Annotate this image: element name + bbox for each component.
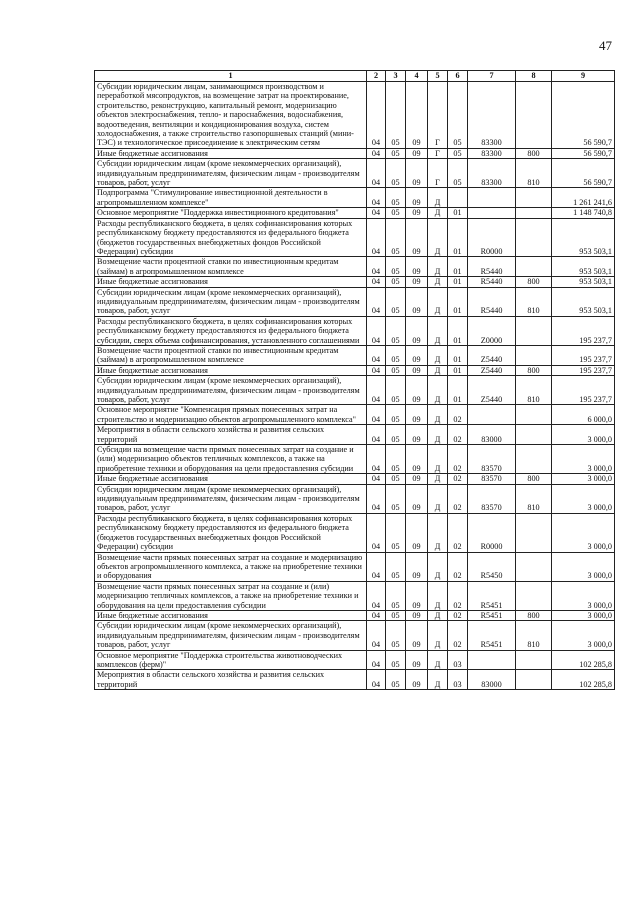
row-code-4: 09 xyxy=(406,621,428,650)
row-code-7: R5450 xyxy=(468,552,516,581)
row-code-7: 83570 xyxy=(468,484,516,513)
row-code-4: 09 xyxy=(406,287,428,316)
row-code-4: 09 xyxy=(406,218,428,257)
row-code-5: Д xyxy=(428,345,448,365)
row-code-8: 800 xyxy=(516,474,552,484)
row-amount: 195 237,7 xyxy=(552,316,615,345)
row-code-6: 02 xyxy=(448,610,468,620)
row-code-5: Д xyxy=(428,670,448,690)
row-code-3: 05 xyxy=(386,257,406,277)
row-amount: 3 000,0 xyxy=(552,581,615,610)
table-row xyxy=(95,257,615,277)
row-code-5: Д xyxy=(428,287,448,316)
row-name: Мероприятия в области сельского хозяйства и развития сельских территорий xyxy=(95,425,367,445)
row-code-2: 04 xyxy=(367,257,386,277)
table-row xyxy=(95,610,615,620)
row-code-3: 05 xyxy=(386,316,406,345)
row-code-3: 05 xyxy=(386,82,406,149)
row-code-4: 09 xyxy=(406,188,428,208)
row-code-5: Г xyxy=(428,159,448,188)
row-code-8 xyxy=(516,650,552,670)
row-code-4: 09 xyxy=(406,474,428,484)
row-name: Иные бюджетные ассигнования xyxy=(95,148,367,158)
row-amount: 953 503,1 xyxy=(552,218,615,257)
row-code-6: 02 xyxy=(448,581,468,610)
row-code-8: 810 xyxy=(516,287,552,316)
row-code-2: 04 xyxy=(367,405,386,425)
column-header: 6 xyxy=(448,71,468,82)
row-code-6 xyxy=(448,188,468,208)
column-header: 2 xyxy=(367,71,386,82)
row-amount: 1 148 740,8 xyxy=(552,208,615,218)
row-code-4: 09 xyxy=(406,650,428,670)
row-name: Основное мероприятие "Компенсация прямых понесенных затрат на строительство и модернизацию объектов агропромышленного комплекса" xyxy=(95,405,367,425)
row-code-6: 02 xyxy=(448,474,468,484)
row-code-6: 01 xyxy=(448,345,468,365)
row-code-3: 05 xyxy=(386,188,406,208)
row-code-2: 04 xyxy=(367,376,386,405)
row-name: Иные бюджетные ассигнования xyxy=(95,474,367,484)
row-code-3: 05 xyxy=(386,650,406,670)
row-code-4: 09 xyxy=(406,513,428,552)
row-code-8 xyxy=(516,316,552,345)
table-row xyxy=(95,188,615,208)
row-name: Субсидии юридическим лицам, занимающимся производством и переработкой мясопродуктов, на возмещение затрат на проектирование, строительство, реконструкцию, капитальный ремонт, модернизацию объектов электроснабжения, тепло- и пароснабжения, водоснабжения, водоотведения, вентиляции и кондиционирования воздуха, систем холодоснабжения, а также строительство газопоршневых станций (мини-ТЭС) и технологическое присоединение к электрическим сетям xyxy=(95,82,367,149)
row-code-3: 05 xyxy=(386,277,406,287)
row-amount: 56 590,7 xyxy=(552,159,615,188)
row-name: Мероприятия в области сельского хозяйства и развития сельских территорий xyxy=(95,670,367,690)
table-row xyxy=(95,365,615,375)
row-name: Основное мероприятие "Поддержка строительства животноводческих комплексов (ферм)" xyxy=(95,650,367,670)
table-row xyxy=(95,277,615,287)
row-code-8: 810 xyxy=(516,484,552,513)
row-code-6: 02 xyxy=(448,621,468,650)
row-code-6: 03 xyxy=(448,670,468,690)
row-code-7: Z5440 xyxy=(468,345,516,365)
row-code-6: 05 xyxy=(448,148,468,158)
row-code-4: 09 xyxy=(406,670,428,690)
row-name: Расходы республиканского бюджета, в целях софинансирования которых республиканскому бюджету предоставляются из федерального бюджета (бюджетов государственных внебюджетных фондов Российской Федерации) субсидии xyxy=(95,513,367,552)
row-code-8: 800 xyxy=(516,148,552,158)
row-code-7: 83300 xyxy=(468,159,516,188)
row-code-6: 01 xyxy=(448,376,468,405)
row-code-7 xyxy=(468,188,516,208)
row-name: Иные бюджетные ассигнования xyxy=(95,610,367,620)
row-code-5: Д xyxy=(428,445,448,474)
row-code-3: 05 xyxy=(386,287,406,316)
row-code-8 xyxy=(516,218,552,257)
row-code-5: Д xyxy=(428,650,448,670)
row-code-3: 05 xyxy=(386,581,406,610)
row-amount: 953 503,1 xyxy=(552,287,615,316)
row-code-4: 09 xyxy=(406,345,428,365)
row-amount: 953 503,1 xyxy=(552,277,615,287)
row-code-2: 04 xyxy=(367,425,386,445)
row-code-6: 02 xyxy=(448,425,468,445)
table-row xyxy=(95,208,615,218)
row-code-8 xyxy=(516,552,552,581)
row-code-6: 03 xyxy=(448,650,468,670)
table-row xyxy=(95,316,615,345)
row-code-5: Д xyxy=(428,610,448,620)
row-code-2: 04 xyxy=(367,345,386,365)
row-code-2: 04 xyxy=(367,159,386,188)
row-code-6: 01 xyxy=(448,257,468,277)
row-code-7: R5440 xyxy=(468,287,516,316)
row-name: Субсидии юридическим лицам (кроме некоммерческих организаций), индивидуальным предпринимателям, физическим лицам - производителям товаров, работ, услуг xyxy=(95,484,367,513)
row-code-4: 09 xyxy=(406,316,428,345)
row-code-6: 05 xyxy=(448,82,468,149)
row-code-7: R5440 xyxy=(468,277,516,287)
row-code-6: 02 xyxy=(448,513,468,552)
row-name: Субсидии юридическим лицам (кроме некоммерческих организаций), индивидуальным предпринимателям, физическим лицам - производителям товаров, работ, услуг xyxy=(95,376,367,405)
row-code-8: 800 xyxy=(516,277,552,287)
table-row xyxy=(95,621,615,650)
row-code-7: Z5440 xyxy=(468,365,516,375)
row-code-8 xyxy=(516,670,552,690)
row-amount: 195 237,7 xyxy=(552,345,615,365)
table-row xyxy=(95,345,615,365)
row-name: Субсидии юридическим лицам (кроме некоммерческих организаций), индивидуальным предпринимателям, физическим лицам - производителям товаров, работ, услуг xyxy=(95,287,367,316)
row-name: Иные бюджетные ассигнования xyxy=(95,277,367,287)
row-code-4: 09 xyxy=(406,208,428,218)
row-code-7: 83300 xyxy=(468,82,516,149)
column-header: 1 xyxy=(95,71,367,82)
row-code-5: Д xyxy=(428,474,448,484)
page-number: 47 xyxy=(599,38,612,53)
row-code-7 xyxy=(468,650,516,670)
row-code-5: Д xyxy=(428,552,448,581)
row-code-7: R0000 xyxy=(468,218,516,257)
row-code-8 xyxy=(516,208,552,218)
row-code-5: Д xyxy=(428,621,448,650)
row-code-4: 09 xyxy=(406,257,428,277)
row-code-3: 05 xyxy=(386,376,406,405)
row-code-2: 04 xyxy=(367,552,386,581)
row-code-2: 04 xyxy=(367,218,386,257)
row-amount: 3 000,0 xyxy=(552,474,615,484)
row-code-5: Д xyxy=(428,405,448,425)
column-header: 5 xyxy=(428,71,448,82)
table-row xyxy=(95,650,615,670)
row-code-8: 810 xyxy=(516,621,552,650)
row-code-6: 05 xyxy=(448,159,468,188)
row-code-4: 09 xyxy=(406,148,428,158)
row-code-2: 04 xyxy=(367,287,386,316)
row-amount: 953 503,1 xyxy=(552,257,615,277)
row-code-5: Д xyxy=(428,277,448,287)
row-code-5: Д xyxy=(428,376,448,405)
row-code-2: 04 xyxy=(367,188,386,208)
row-code-7: R5451 xyxy=(468,621,516,650)
row-code-2: 04 xyxy=(367,208,386,218)
row-code-5: Д xyxy=(428,257,448,277)
row-code-7: R5440 xyxy=(468,257,516,277)
row-amount: 56 590,7 xyxy=(552,82,615,149)
row-code-5: Д xyxy=(428,208,448,218)
row-code-8 xyxy=(516,257,552,277)
row-code-7: 83000 xyxy=(468,425,516,445)
row-amount: 3 000,0 xyxy=(552,610,615,620)
row-code-3: 05 xyxy=(386,208,406,218)
row-code-8 xyxy=(516,345,552,365)
table-row xyxy=(95,218,615,257)
table-row xyxy=(95,425,615,445)
row-code-3: 05 xyxy=(386,552,406,581)
row-amount: 195 237,7 xyxy=(552,376,615,405)
row-code-8 xyxy=(516,82,552,149)
row-code-8 xyxy=(516,425,552,445)
row-code-2: 04 xyxy=(367,670,386,690)
table-row xyxy=(95,82,615,149)
row-code-7: 83570 xyxy=(468,445,516,474)
row-code-8: 800 xyxy=(516,610,552,620)
row-name: Субсидии юридическим лицам (кроме некоммерческих организаций), индивидуальным предпринимателям, физическим лицам - производителям товаров, работ, услуг xyxy=(95,159,367,188)
row-code-4: 09 xyxy=(406,159,428,188)
table-row xyxy=(95,405,615,425)
row-amount: 3 000,0 xyxy=(552,552,615,581)
row-code-3: 05 xyxy=(386,610,406,620)
row-code-4: 09 xyxy=(406,484,428,513)
row-code-5: Д xyxy=(428,218,448,257)
row-code-3: 05 xyxy=(386,484,406,513)
row-amount: 56 590,7 xyxy=(552,148,615,158)
column-header: 4 xyxy=(406,71,428,82)
row-amount: 102 285,8 xyxy=(552,670,615,690)
row-name: Субсидии юридическим лицам (кроме некоммерческих организаций), индивидуальным предпринимателям, физическим лицам - производителям товаров, работ, услуг xyxy=(95,621,367,650)
row-code-7 xyxy=(468,208,516,218)
row-code-7: Z5440 xyxy=(468,376,516,405)
table-row xyxy=(95,474,615,484)
row-code-8: 810 xyxy=(516,376,552,405)
row-code-2: 04 xyxy=(367,277,386,287)
row-code-3: 05 xyxy=(386,159,406,188)
row-code-5: Д xyxy=(428,316,448,345)
row-code-4: 09 xyxy=(406,376,428,405)
row-code-3: 05 xyxy=(386,621,406,650)
row-code-4: 09 xyxy=(406,610,428,620)
row-amount: 6 000,0 xyxy=(552,405,615,425)
row-code-2: 04 xyxy=(367,445,386,474)
row-code-8 xyxy=(516,513,552,552)
row-code-2: 04 xyxy=(367,581,386,610)
row-name: Расходы республиканского бюджета, в целях софинансирования которых республиканскому бюджету предоставляются из федерального бюджета (бюджетов государственных внебюджетных фондов Российской Федерации) субсидии xyxy=(95,218,367,257)
row-code-7: R5451 xyxy=(468,581,516,610)
row-amount: 195 237,7 xyxy=(552,365,615,375)
row-code-4: 09 xyxy=(406,445,428,474)
row-code-8 xyxy=(516,445,552,474)
row-name: Расходы республиканского бюджета, в целях софинансирования которых республиканскому бюджету предоставляются из федерального бюджета субсидии, сверх объема софинансирования, установленного соглашениями xyxy=(95,316,367,345)
row-name: Возмещение части прямых понесенных затрат на создание и (или) модернизацию тепличных комплексов, а также на приобретение техники и оборудования на цели предоставления субсидии xyxy=(95,581,367,610)
row-name: Субсидии на возмещение части прямых понесенных затрат на создание и (или) модернизацию объектов тепличных комплексов, а также на приобретение техники и оборудования на цели предоставления субсидии xyxy=(95,445,367,474)
row-code-6: 02 xyxy=(448,552,468,581)
row-amount: 1 261 241,6 xyxy=(552,188,615,208)
row-code-8 xyxy=(516,188,552,208)
row-code-6: 01 xyxy=(448,365,468,375)
table-row xyxy=(95,552,615,581)
row-code-6: 01 xyxy=(448,287,468,316)
column-header: 3 xyxy=(386,71,406,82)
row-code-6: 02 xyxy=(448,405,468,425)
row-code-7: 83300 xyxy=(468,148,516,158)
table-row xyxy=(95,581,615,610)
row-code-4: 09 xyxy=(406,552,428,581)
row-code-7: R0000 xyxy=(468,513,516,552)
row-name: Возмещение части процентной ставки по инвестиционным кредитам (займам) в агропромышленном комплексе xyxy=(95,257,367,277)
row-code-3: 05 xyxy=(386,218,406,257)
row-code-3: 05 xyxy=(386,148,406,158)
row-amount: 3 000,0 xyxy=(552,425,615,445)
table-header-row xyxy=(95,71,615,82)
column-header: 8 xyxy=(516,71,552,82)
row-code-3: 05 xyxy=(386,474,406,484)
row-code-6: 02 xyxy=(448,445,468,474)
row-code-3: 05 xyxy=(386,445,406,474)
row-code-5: Г xyxy=(428,82,448,149)
row-code-5: Д xyxy=(428,513,448,552)
table-row xyxy=(95,376,615,405)
row-code-7: 83000 xyxy=(468,670,516,690)
row-code-4: 09 xyxy=(406,405,428,425)
row-name: Основное мероприятие "Поддержка инвестиционного кредитования" xyxy=(95,208,367,218)
column-header: 9 xyxy=(552,71,615,82)
row-code-8 xyxy=(516,581,552,610)
row-code-3: 05 xyxy=(386,345,406,365)
row-code-3: 05 xyxy=(386,513,406,552)
row-code-5: Д xyxy=(428,484,448,513)
row-amount: 3 000,0 xyxy=(552,484,615,513)
row-code-3: 05 xyxy=(386,405,406,425)
row-code-2: 04 xyxy=(367,474,386,484)
row-code-2: 04 xyxy=(367,365,386,375)
table-row xyxy=(95,513,615,552)
row-code-6: 01 xyxy=(448,277,468,287)
row-amount: 3 000,0 xyxy=(552,621,615,650)
row-name: Возмещение части процентной ставки по инвестиционным кредитам (займам) в агропромышленном комплексе xyxy=(95,345,367,365)
row-amount: 102 285,8 xyxy=(552,650,615,670)
row-code-7 xyxy=(468,405,516,425)
row-code-5: Д xyxy=(428,581,448,610)
row-code-6: 01 xyxy=(448,316,468,345)
row-code-5: Д xyxy=(428,188,448,208)
row-code-7: Z0000 xyxy=(468,316,516,345)
column-header: 7 xyxy=(468,71,516,82)
row-code-3: 05 xyxy=(386,670,406,690)
row-name: Возмещение части прямых понесенных затрат на создание и модернизацию объектов агропромышленного комплекса, а также на приобретение техники и оборудования xyxy=(95,552,367,581)
row-code-5: Г xyxy=(428,148,448,158)
table-row xyxy=(95,287,615,316)
row-code-3: 05 xyxy=(386,425,406,445)
row-code-2: 04 xyxy=(367,610,386,620)
row-code-2: 04 xyxy=(367,621,386,650)
table-row xyxy=(95,148,615,158)
row-code-2: 04 xyxy=(367,316,386,345)
table-row xyxy=(95,670,615,690)
row-code-2: 04 xyxy=(367,148,386,158)
row-code-4: 09 xyxy=(406,82,428,149)
row-code-4: 09 xyxy=(406,365,428,375)
row-code-2: 04 xyxy=(367,82,386,149)
row-amount: 3 000,0 xyxy=(552,513,615,552)
row-code-4: 09 xyxy=(406,581,428,610)
row-name: Иные бюджетные ассигнования xyxy=(95,365,367,375)
row-code-6: 01 xyxy=(448,208,468,218)
table-row xyxy=(95,484,615,513)
row-code-5: Д xyxy=(428,365,448,375)
row-code-3: 05 xyxy=(386,365,406,375)
table-row xyxy=(95,159,615,188)
row-code-8: 800 xyxy=(516,365,552,375)
row-name: Подпрограмма "Стимулирование инвестиционной деятельности в агропромышленном комплексе" xyxy=(95,188,367,208)
row-code-5: Д xyxy=(428,425,448,445)
row-code-2: 04 xyxy=(367,484,386,513)
budget-table xyxy=(94,70,615,690)
row-code-8: 810 xyxy=(516,159,552,188)
row-code-6: 02 xyxy=(448,484,468,513)
row-code-7: R5451 xyxy=(468,610,516,620)
row-amount: 3 000,0 xyxy=(552,445,615,474)
row-code-4: 09 xyxy=(406,277,428,287)
row-code-4: 09 xyxy=(406,425,428,445)
row-code-7: 83570 xyxy=(468,474,516,484)
row-code-2: 04 xyxy=(367,513,386,552)
row-code-6: 01 xyxy=(448,218,468,257)
row-code-2: 04 xyxy=(367,650,386,670)
row-code-8 xyxy=(516,405,552,425)
table-row xyxy=(95,445,615,474)
